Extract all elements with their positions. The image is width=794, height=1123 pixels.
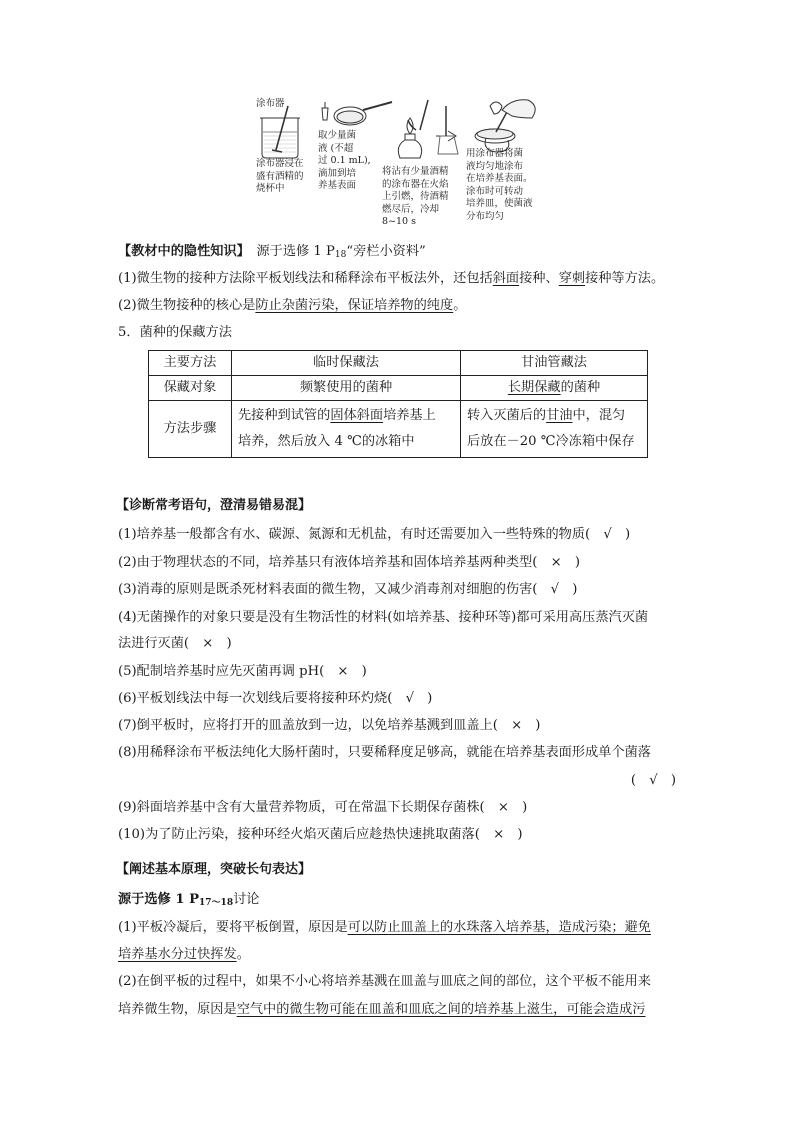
source-page: 17～18 bbox=[199, 898, 234, 908]
answer-blank: 甘油 bbox=[546, 408, 573, 423]
principle-source bbox=[118, 891, 259, 912]
answer-blank: 可以防止皿盖上的水珠落入培养基，造成污染；避免 bbox=[347, 920, 651, 935]
diagnose-title: 【诊断常考语句，澄清易错易混】 bbox=[116, 498, 312, 513]
caption-line: 滴加到培 bbox=[318, 167, 357, 179]
answer-blank: 斜面 bbox=[492, 271, 520, 286]
table-header-cell: 主要方法 bbox=[149, 351, 232, 376]
diagnose-item: (5)配制培养基时应先灭菌再调 pH( × ) bbox=[118, 664, 367, 679]
text: 的菌种 bbox=[560, 380, 601, 395]
text: 先接种到试管的 bbox=[238, 408, 331, 423]
text: 接种等方法。 bbox=[585, 271, 665, 286]
section-5-title: 5．菌种的保藏方法 bbox=[118, 325, 232, 340]
caption-line: 取少量菌 bbox=[318, 130, 357, 141]
diagnose-item: (9)斜面培养基中含有大量营养物质，可在常温下长期保存菌株( × ) bbox=[118, 800, 528, 815]
hidden-knowledge-item-1 bbox=[118, 270, 664, 288]
answer-blank: 培养基水分过快挥发 bbox=[118, 947, 237, 962]
principle-q2-line2 bbox=[118, 1001, 646, 1019]
heading-label: 【教材中的隐性知识】 bbox=[118, 244, 244, 259]
source-suffix: 讨论 bbox=[233, 892, 260, 907]
caption-line: 8~10 s bbox=[382, 216, 416, 227]
answer-blank: 长期保藏 bbox=[507, 380, 561, 395]
pipette-dish-icon bbox=[322, 102, 392, 125]
diagnose-item: (1)培养基一般都含有水、碳源、氮源和无机盐，有时还需要加入一些特殊的物质( √ ) bbox=[118, 527, 631, 542]
caption-line: 液均匀地涂布 bbox=[466, 160, 524, 172]
principle-title: 【阐述基本原理，突破长句表达】 bbox=[116, 862, 312, 877]
step1-caption bbox=[256, 158, 304, 196]
caption-line: 将沾有少量酒精 bbox=[382, 166, 449, 177]
text: 接种、 bbox=[519, 271, 559, 286]
cell-line: 后放在－20 ℃冷冻箱中保存 bbox=[467, 434, 635, 449]
beaker-icon bbox=[260, 106, 300, 158]
source-prefix: 源于选修 1 P bbox=[256, 244, 335, 259]
diagnose-item-answer: ( √ ) bbox=[630, 773, 676, 788]
spread-plate-figure bbox=[250, 96, 550, 231]
table-row bbox=[149, 351, 648, 376]
text: 转入灭菌后的 bbox=[467, 408, 547, 423]
caption-line: 的涂布器在火焰 bbox=[382, 178, 449, 190]
answer-blank: 空气中的微生物可能在皿盖和皿底之间的培养基上滋生，可能会造成污 bbox=[236, 1002, 646, 1017]
text: 培养微生物，原因是 bbox=[118, 1002, 237, 1017]
hidden-knowledge-item-2 bbox=[118, 297, 466, 315]
text: (1)微生物的接种方法除平板划线法和稀释涂布平板法外，还包括 bbox=[118, 271, 493, 286]
table-row bbox=[149, 376, 648, 401]
diagnose-item: (2)由于物理状态的不同，培养基只有液体培养基和固体培养基两种类型( × ) bbox=[118, 555, 581, 570]
diagnose-item: 法进行灭菌( × ) bbox=[118, 636, 232, 651]
text: 。 bbox=[453, 298, 467, 313]
caption-line: 上引燃，待酒精 bbox=[382, 191, 449, 202]
step3-caption bbox=[382, 166, 449, 229]
caption-line: 涂布器浸在 bbox=[256, 158, 304, 169]
caption-line: 燃尽后，冷却 bbox=[382, 203, 440, 215]
diagnose-item: (8)用稀释涂布平板法纯化大肠杆菌时，只要稀释度足够高，就能在培养基表面形成单个菌落 bbox=[118, 745, 651, 760]
source-prefix: 源于选修 1 P bbox=[118, 892, 200, 907]
table-header-cell: 临时保藏法 bbox=[232, 351, 461, 376]
table-row bbox=[149, 401, 648, 458]
text: (1)平板冷凝后，要将平板倒置，原因是 bbox=[118, 920, 348, 935]
caption-line: 涂布时可转动 bbox=[466, 185, 524, 197]
principle-q1-line1 bbox=[118, 919, 651, 937]
caption-line: 分布均匀 bbox=[466, 210, 505, 222]
table-cell: 方法步骤 bbox=[149, 401, 232, 458]
principle-q2-line1: (2)在倒平板的过程中，如果不小心将培养基溅在皿盖与皿底之间的部位，这个平板不能用来 bbox=[118, 974, 651, 989]
caption-line: 在培养基表面。 bbox=[466, 173, 533, 184]
text: 。 bbox=[236, 947, 250, 962]
table-cell: 保藏对象 bbox=[149, 376, 232, 401]
diagnose-item: (10)为了防止污染，接种环经火焰灭菌后应趁热快速挑取菌落( × ) bbox=[118, 827, 523, 842]
text: 培养基上 bbox=[383, 408, 436, 423]
table-header-cell: 甘油管藏法 bbox=[461, 351, 648, 376]
table-cell bbox=[461, 401, 648, 458]
step4-caption bbox=[466, 148, 533, 223]
cell-line bbox=[238, 403, 454, 429]
cell-line: 培养，然后放入 4 ℃的冰箱中 bbox=[238, 434, 415, 449]
cell-line bbox=[467, 403, 641, 429]
caption-line: 盛有酒精的 bbox=[256, 170, 304, 182]
text: (2)微生物接种的核心是 bbox=[118, 298, 256, 313]
source-suffix: “旁栏小资料” bbox=[346, 244, 426, 259]
table-cell bbox=[461, 376, 648, 401]
diagnose-item: (6)平板划线法中每一次划线后要将接种环灼烧( √ ) bbox=[118, 691, 433, 706]
hidden-knowledge-heading bbox=[118, 243, 426, 264]
diagnose-item: (3)消毒的原则是既杀死材料表面的微生物，又减少消毒剂对细胞的伤害( √ ) bbox=[118, 582, 578, 597]
step1-top-label: 涂布器 bbox=[256, 98, 285, 109]
answer-blank: 固体斜面 bbox=[330, 408, 384, 423]
caption-line: 液 (不超 bbox=[318, 142, 354, 154]
table-cell: 频繁使用的菌种 bbox=[232, 376, 461, 401]
caption-line: 过 0.1 mL), bbox=[318, 155, 371, 166]
caption-line: 用涂布器将菌 bbox=[466, 148, 524, 159]
alcohol-lamp-icon bbox=[398, 100, 458, 158]
preservation-table bbox=[148, 350, 648, 458]
table-cell bbox=[232, 401, 461, 458]
hand-spreading-icon bbox=[475, 100, 535, 152]
answer-blank: 防止杂菌污染，保证培养物的纯度 bbox=[255, 298, 454, 313]
source-page: 18 bbox=[334, 250, 347, 260]
caption-line: 养基表面 bbox=[318, 180, 357, 191]
caption-line: 烧杯中 bbox=[256, 183, 285, 194]
principle-q1-line2 bbox=[118, 946, 250, 964]
step2-caption bbox=[318, 130, 371, 193]
text: 中，混匀 bbox=[572, 408, 626, 423]
diagnose-item: (7)倒平板时，应将打开的皿盖放到一边，以免培养基溅到皿盖上( × ) bbox=[118, 718, 541, 733]
answer-blank: 穿刺 bbox=[558, 271, 586, 286]
diagnose-item: (4)无菌操作的对象只要是没有生物活性的材料(如培养基、接种环等)都可采用高压蒸汽灭菌 bbox=[118, 610, 649, 625]
caption-line: 培养皿，使菌液 bbox=[466, 198, 533, 209]
